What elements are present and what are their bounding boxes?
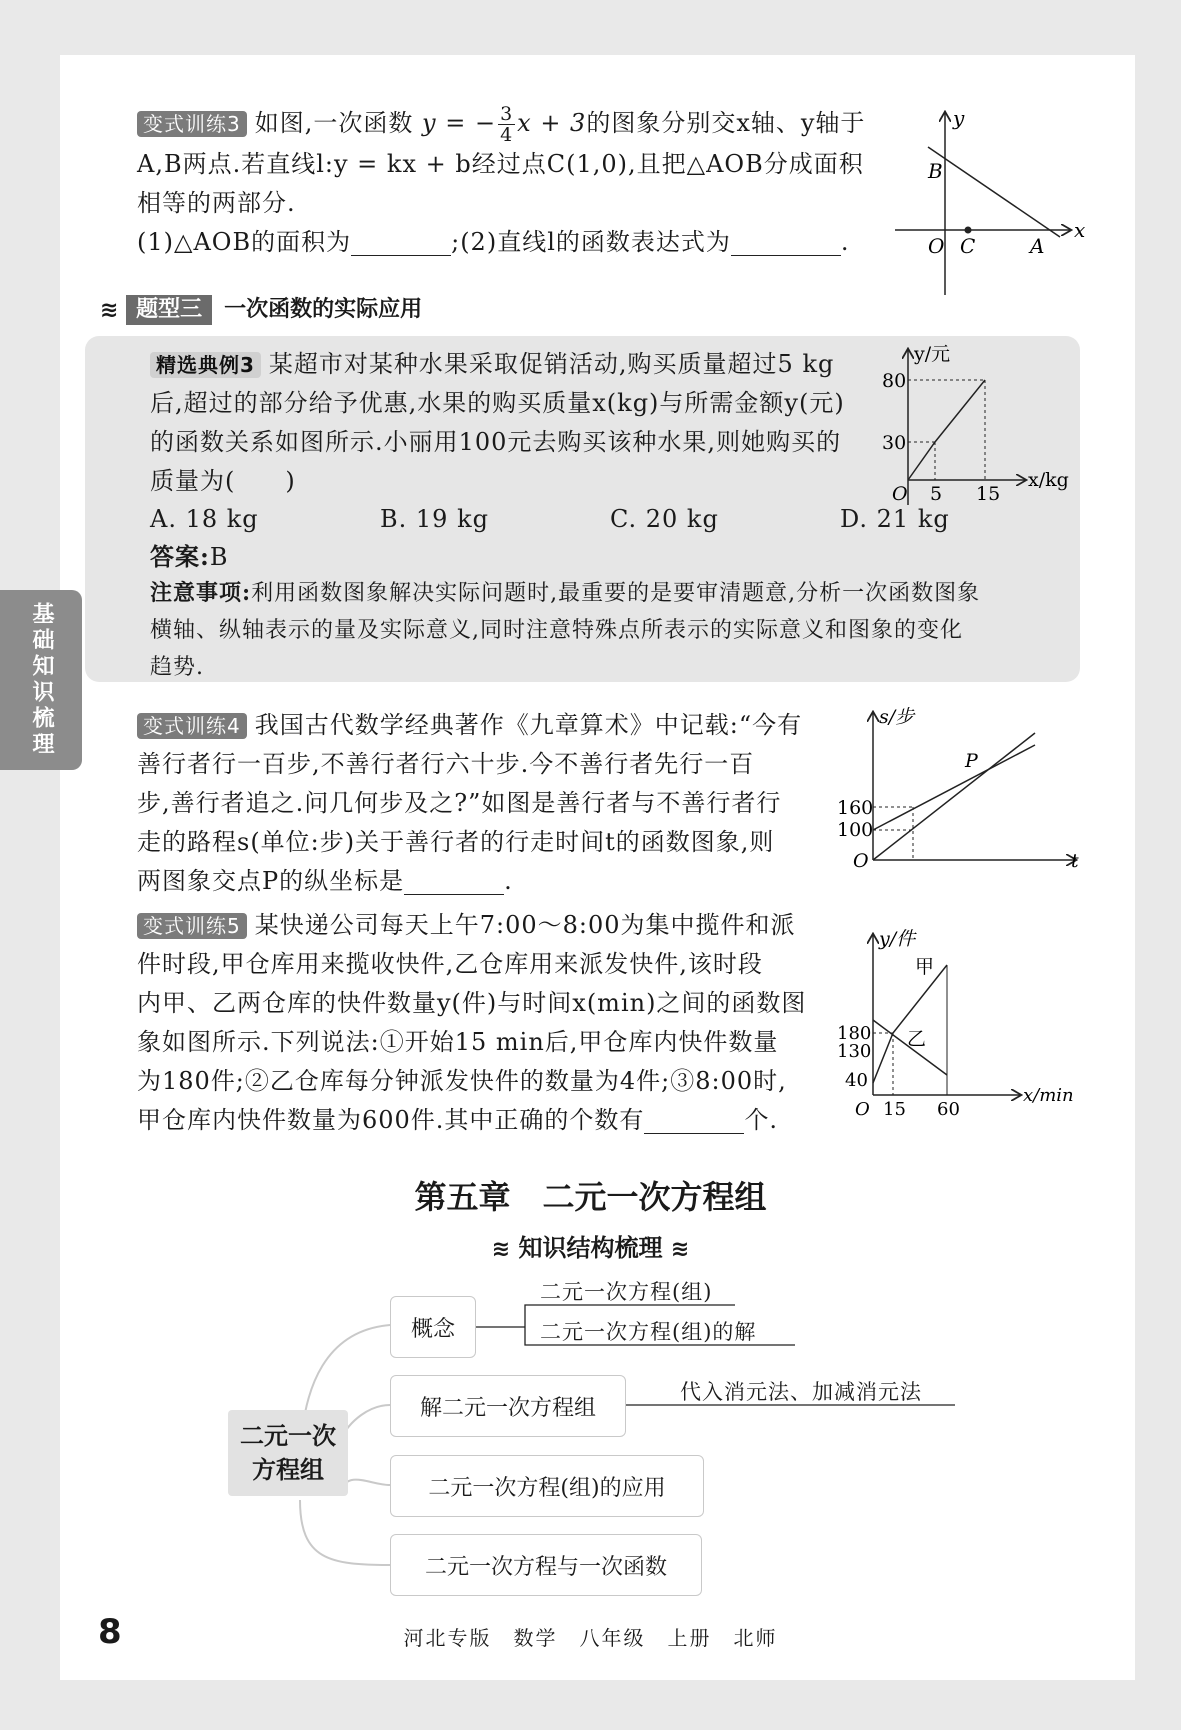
g2-x-label: x/kg xyxy=(1028,469,1069,491)
g2-tick-30: 30 xyxy=(882,432,907,454)
g1-B-label: B xyxy=(928,159,943,183)
subtitle-text: 知识结构梳理 xyxy=(518,1234,663,1262)
mindmap-root xyxy=(228,1410,348,1496)
option-c[interactable]: C. 20 kg xyxy=(610,505,719,533)
ex4-tag: 变式训练4 xyxy=(137,713,247,739)
ex3-q2: ;(2)直线l的函数表达式为 xyxy=(451,228,731,256)
ex3-text-a: 如图,一次函数 xyxy=(254,109,414,137)
example3-text1: 某超市对某种水果采取促销活动,购买质量超过5 kg xyxy=(268,350,835,378)
wave-icon-right: ≋ xyxy=(670,1236,690,1262)
option-d[interactable]: D. 21 kg xyxy=(840,505,950,533)
ex3-eq-tail: x + 3 xyxy=(517,109,587,137)
ex4-line2: 善行者行一百步,不善行者行六十步.今不善行者先行一百 xyxy=(137,750,755,778)
g1-y-label: y xyxy=(953,106,965,130)
g4-jia-label: 甲 xyxy=(915,956,935,978)
root-line1: 二元一次 xyxy=(240,1422,336,1450)
mindmap-application: 二元一次方程(组)的应用 xyxy=(390,1455,704,1517)
g3-tick-100: 100 xyxy=(837,819,874,841)
g3-t-label: t xyxy=(1071,850,1079,872)
g4-tick-60: 60 xyxy=(937,1099,960,1120)
ex3-q1: (1)△AOB的面积为 xyxy=(137,228,352,256)
g4-tick-130: 130 xyxy=(837,1041,872,1062)
ex4-line4: 走的路程s(单位:步)关于善行者的行走时间t的函数图象,则 xyxy=(137,828,775,856)
ex3-eq-y: y = − xyxy=(422,109,497,137)
mindmap-solve: 解二元一次方程组 xyxy=(390,1375,626,1437)
mindmap-function: 二元一次方程与一次函数 xyxy=(390,1534,702,1596)
g1-O-label: O xyxy=(928,234,945,258)
ex5-line2: 件时段,甲仓库用来揽收快件,乙仓库用来派发快件,该时段 xyxy=(137,950,763,978)
g2-tick-80: 80 xyxy=(882,370,907,392)
g4-x-label: x/min xyxy=(1023,1085,1074,1106)
g2-tick-5: 5 xyxy=(930,483,943,505)
g1-x-label: x xyxy=(1074,218,1086,242)
option-b[interactable]: B. 19 kg xyxy=(380,505,489,533)
section-tag: 题型三 xyxy=(126,295,212,325)
ex3-text-b: 的图象分别交x轴、y轴于 xyxy=(586,109,866,137)
ex3-line2: A,B两点.若直线l:y = kx + b经过点C(1,0),且把△AOB分成面积 xyxy=(137,150,864,178)
ex5-line5: 为180件;②乙仓库每分钟派发快件的数量为4件;③8:00时, xyxy=(137,1067,787,1095)
option-a[interactable]: A. 18 kg xyxy=(150,505,259,533)
g3-origin: O xyxy=(853,850,869,872)
ex4-period: . xyxy=(504,867,513,895)
g3-tick-160: 160 xyxy=(837,797,874,819)
answer-label: 答案: xyxy=(150,542,210,571)
ex4-text5: 两图象交点P的纵坐标是 xyxy=(137,867,405,895)
frac-den: 4 xyxy=(500,124,514,146)
ex3-period: . xyxy=(840,228,850,256)
g3-y-label: s/步 xyxy=(879,706,915,728)
ex3-tag: 变式训练3 xyxy=(137,111,247,137)
ex5-line3: 内甲、乙两仓库的快件数量y(件)与时间x(min)之间的函数图 xyxy=(137,989,807,1017)
ex5-line4: 象如图所示.下列说法:①开始15 min后,甲仓库内快件数量 xyxy=(137,1028,779,1056)
ex3-line3: 相等的两部分. xyxy=(137,189,296,217)
footer-text: 河北专版 数学 八年级 上册 北师 xyxy=(403,1626,778,1650)
ex5-text6: 甲仓库内快件数量为600件.其中正确的个数有 xyxy=(137,1106,645,1134)
example3-tag: 精选典例3 xyxy=(150,352,261,378)
wave-icon: ≋ xyxy=(100,297,119,323)
g4-tick-15: 15 xyxy=(883,1099,906,1120)
g4-yi-label: 乙 xyxy=(907,1028,927,1050)
g4-tick-40: 40 xyxy=(845,1070,868,1091)
g2-origin: O xyxy=(892,483,908,505)
solve-methods: 代入消元法、加减消元法 xyxy=(680,1380,922,1404)
section-title: 一次函数的实际应用 xyxy=(224,297,423,322)
answer-value: B xyxy=(209,543,229,571)
g4-origin: O xyxy=(855,1099,870,1120)
ex4-line3: 步,善行者追之.问几何步及之?”如图是善行者与不善行者行 xyxy=(137,789,782,817)
mindmap-concept: 概念 xyxy=(390,1296,476,1358)
concept-item-1: 二元一次方程(组) xyxy=(540,1280,713,1304)
concept-item-2: 二元一次方程(组)的解 xyxy=(540,1320,757,1344)
root-line2: 方程组 xyxy=(252,1456,324,1484)
page-number: 8 xyxy=(98,1612,122,1652)
note-text1: 利用函数图象解决实际问题时,最重要的是要审清题意,分析一次函数图象 xyxy=(251,581,981,606)
ex4-text1: 我国古代数学经典著作《九章算术》中记载:“今有 xyxy=(254,711,803,739)
wave-icon-left: ≋ xyxy=(491,1236,511,1262)
note-label: 注意事项: xyxy=(150,580,252,606)
g4-y-label: y/件 xyxy=(879,928,916,950)
g1-A-label: A xyxy=(1030,234,1045,258)
note-line2: 横轴、纵轴表示的量及实际意义,同时注意特殊点所表示的实际意义和图象的变化 xyxy=(150,618,963,643)
chapter-title: 第五章 二元一次方程组 xyxy=(414,1178,767,1216)
ex5-text1: 某快递公司每天上午7:00～8:00为集中揽件和派 xyxy=(254,911,796,939)
ex5-tag: 变式训练5 xyxy=(137,913,247,939)
example3-line3: 的函数关系如图所示.小丽用100元去购买该种水果,则她购买的 xyxy=(150,428,842,456)
g4-tick-180: 180 xyxy=(837,1023,872,1044)
g3-P-label: P xyxy=(965,750,978,772)
frac-num: 3 xyxy=(500,103,514,125)
note-line3: 趋势. xyxy=(150,655,204,680)
example3-line2: 后,超过的部分给予优惠,水果的购买质量x(kg)与所需金额y(元) xyxy=(150,389,845,417)
g1-C-label: C xyxy=(960,234,976,258)
g2-tick-15: 15 xyxy=(976,483,1001,505)
side-section-tab: 基础知识梳理 xyxy=(0,590,82,770)
g2-y-label: y/元 xyxy=(914,343,951,365)
ex5-unit: 个. xyxy=(744,1106,779,1134)
example3-line4: 质量为( ) xyxy=(150,467,296,495)
